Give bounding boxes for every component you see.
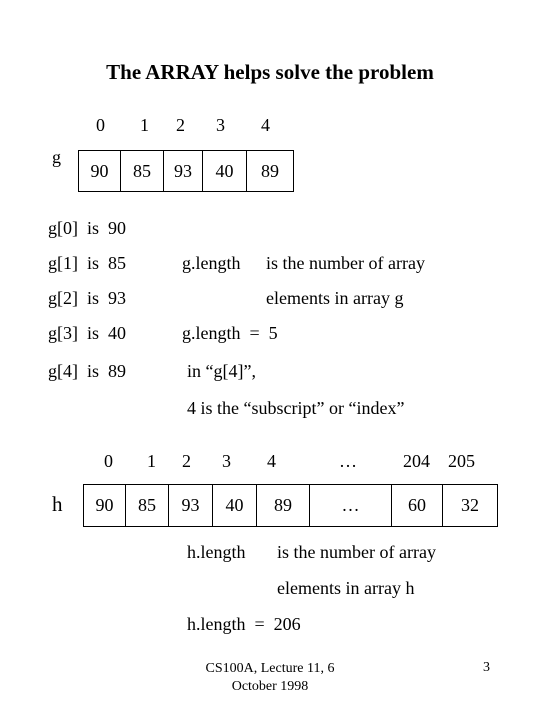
g-length-desc-line1: is the number of array — [266, 253, 425, 273]
h-cell-0: 90 — [83, 484, 126, 527]
g-cell-2: 93 — [163, 150, 203, 192]
g-index-1: 1 — [140, 115, 149, 135]
g-line-3: g[3] is 40 — [48, 323, 126, 343]
g-cell-3: 40 — [202, 150, 247, 192]
g-line-2: g[2] is 93 — [48, 288, 126, 308]
g-cell-0: 90 — [78, 150, 121, 192]
h-cell-ellipsis: … — [309, 484, 392, 527]
h-cell-204: 60 — [391, 484, 443, 527]
h-cell-2: 93 — [168, 484, 213, 527]
g-index-3: 3 — [216, 115, 225, 135]
h-array-name: h — [52, 492, 63, 516]
h-index-4: 4 — [267, 451, 276, 471]
h-cell-3: 40 — [212, 484, 257, 527]
g-length-label: g.length — [182, 253, 241, 273]
h-index-3: 3 — [222, 451, 231, 471]
h-length-desc-line1: is the number of array — [277, 542, 436, 562]
g-index-0: 0 — [96, 115, 105, 135]
slide-title: The ARRAY helps solve the problem — [106, 60, 434, 84]
g-line-1: g[1] is 85 — [48, 253, 126, 273]
g-length-equation: g.length = 5 — [182, 323, 278, 343]
g-index-2: 2 — [176, 115, 185, 135]
h-cell-1: 85 — [125, 484, 169, 527]
h-index-2: 2 — [182, 451, 191, 471]
subscript-note-line2: 4 is the “subscript” or “index” — [187, 398, 405, 418]
subscript-note-line1: in “g[4]”, — [187, 361, 256, 381]
h-index-205: 205 — [448, 451, 475, 471]
g-length-desc-line2: elements in array g — [266, 288, 404, 308]
footer-line2: October 1998 — [231, 679, 309, 694]
h-cell-4: 89 — [256, 484, 310, 527]
footer-line1: CS100A, Lecture 11, 6 — [205, 661, 335, 676]
h-cell-205: 32 — [442, 484, 498, 527]
h-length-desc-line2: elements in array h — [277, 578, 415, 598]
g-cell-1: 85 — [120, 150, 164, 192]
h-index-0: 0 — [104, 451, 113, 471]
h-length-equation: h.length = 206 — [187, 614, 301, 634]
g-array-name: g — [52, 147, 61, 167]
page-number: 3 — [483, 660, 490, 675]
h-index-ellipsis: … — [339, 451, 357, 471]
h-index-204: 204 — [403, 451, 430, 471]
h-index-1: 1 — [147, 451, 156, 471]
h-length-label: h.length — [187, 542, 246, 562]
g-line-0: g[0] is 90 — [48, 218, 126, 238]
g-line-4: g[4] is 89 — [48, 361, 126, 381]
g-index-4: 4 — [261, 115, 270, 135]
g-cell-4: 89 — [246, 150, 294, 192]
footer-course-info — [180, 660, 360, 696]
